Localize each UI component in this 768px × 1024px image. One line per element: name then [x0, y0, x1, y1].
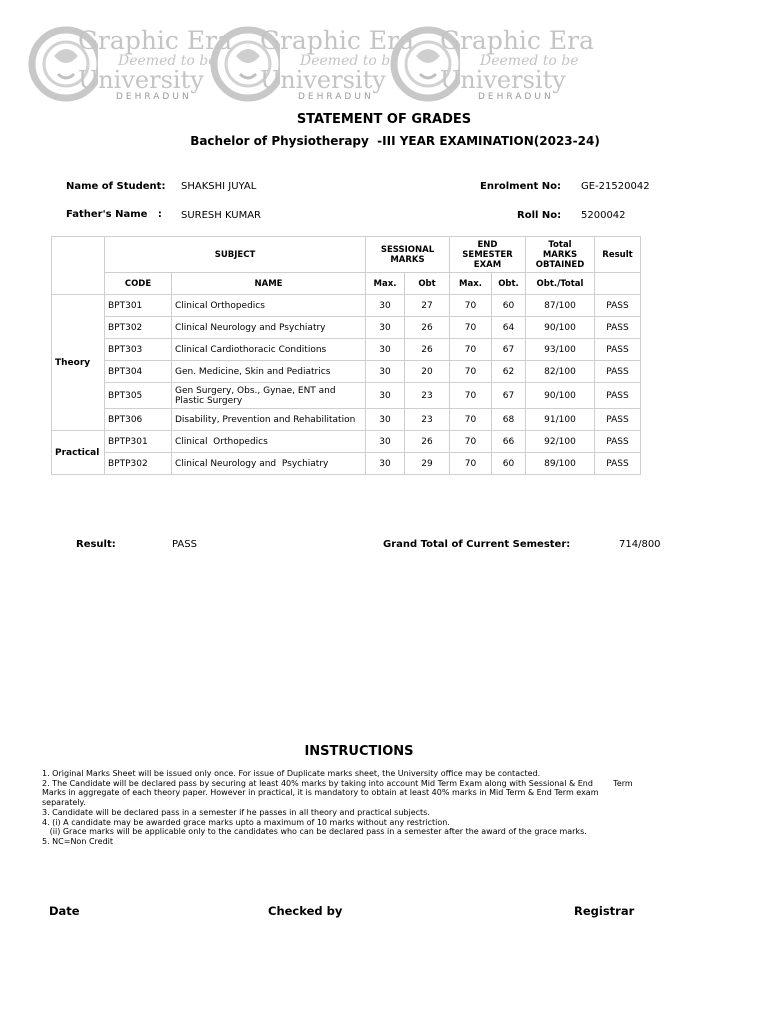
- cell-name: [172, 383, 366, 409]
- group-header-cell: [52, 237, 105, 295]
- table-subheader-row: [52, 273, 641, 295]
- group-practical: Practical: [52, 431, 105, 475]
- instructions-title: INSTRUCTIONS: [304, 744, 414, 759]
- cell-code: BPT303: [105, 339, 172, 361]
- cell-sessional-max: 30: [366, 409, 405, 431]
- cell-result: PASS: [595, 409, 641, 431]
- cell-sessional-obt: 26: [405, 339, 450, 361]
- logo-text-line3: University: [78, 66, 204, 94]
- roll-value: 5200042: [581, 210, 626, 221]
- cell-code: BPT306: [105, 409, 172, 431]
- cell-result: PASS: [595, 361, 641, 383]
- signature-checked-by: Checked by: [268, 904, 343, 918]
- instruction-line: 4. (i) A candidate may be awarded grace marks upto a maximum of 10 marks without any restriction.: [42, 817, 450, 827]
- instruction-line: 3. Candidate will be declared pass in a semester if he passes in all theory and practical subjects.: [42, 807, 430, 817]
- cell-sessional-max: 30: [366, 339, 405, 361]
- header-code: CODE: [105, 273, 172, 295]
- grand-total-label: Grand Total of Current Semester:: [383, 539, 571, 550]
- cell-code: BPT302: [105, 317, 172, 339]
- header-total: [526, 237, 595, 273]
- cell-end-obt: 60: [492, 453, 526, 475]
- cell-result: PASS: [595, 431, 641, 453]
- cell-total: 93/100: [526, 339, 595, 361]
- cell-end-max: 70: [450, 383, 492, 409]
- header-sessional-line2: MARKS: [390, 254, 425, 265]
- table-row: [52, 339, 641, 361]
- logo-text-line4: DEHRADUN: [298, 92, 374, 102]
- cell-sessional-obt: 27: [405, 295, 450, 317]
- table-row: [52, 361, 641, 383]
- result-value: PASS: [172, 539, 197, 550]
- cell-code: BPTP302: [105, 453, 172, 475]
- cell-sessional-obt: 20: [405, 361, 450, 383]
- cell-name-line2: Plastic Surgery: [175, 395, 243, 406]
- cell-result: PASS: [595, 295, 641, 317]
- cell-sessional-obt: 26: [405, 317, 450, 339]
- instruction-line: 5. NC=Non Credit: [42, 836, 113, 846]
- cell-total: 89/100: [526, 453, 595, 475]
- cell-sessional-max: 30: [366, 453, 405, 475]
- cell-end-max: 70: [450, 409, 492, 431]
- header-total-line3: OBTAINED: [535, 259, 585, 270]
- cell-total: 87/100: [526, 295, 595, 317]
- cell-sessional-obt: 26: [405, 431, 450, 453]
- header-sessional-line1: SESSIONAL: [380, 244, 435, 255]
- cell-sessional-obt: 23: [405, 409, 450, 431]
- table-row: [52, 409, 641, 431]
- roll-label: Roll No:: [517, 210, 562, 221]
- table-row: [52, 383, 641, 409]
- cell-end-max: 70: [450, 361, 492, 383]
- cell-sessional-obt: 29: [405, 453, 450, 475]
- logo-text-line1: Graphic Era: [78, 26, 232, 55]
- cell-sessional-max: 30: [366, 361, 405, 383]
- cell-end-obt: 66: [492, 431, 526, 453]
- header-obt-total: Obt./Total: [526, 273, 595, 295]
- enrolment-value: GE-21520042: [581, 181, 650, 192]
- instruction-line: (ii) Grace marks will be applicable only to the candidates who can be declared pass in a semester after the award of the grace marks.: [42, 827, 587, 837]
- header-empty: [595, 273, 641, 295]
- cell-result: PASS: [595, 453, 641, 475]
- logo-text-line3: University: [440, 66, 566, 94]
- logo-text-line2: Deemed to be: [480, 53, 579, 69]
- father-name-label: Father's Name :: [66, 209, 162, 220]
- header-total-line1: Total: [548, 239, 572, 250]
- grand-total-value: 714/800: [619, 539, 661, 550]
- instruction-line: Marks in aggregate of each theory paper. However in practical, it is mandatory to obtain at least 40% marks in Mid Term & End Term exam: [42, 788, 599, 798]
- father-name-value: SURESH KUMAR: [181, 210, 262, 221]
- student-name-label: Name of Student:: [66, 181, 166, 192]
- grades-table: [51, 236, 641, 475]
- cell-name: Gen. Medicine, Skin and Pediatrics: [172, 361, 366, 383]
- header-name: NAME: [172, 273, 366, 295]
- logo-text-line2: Deemed to be: [300, 53, 399, 69]
- cell-end-obt: 60: [492, 295, 526, 317]
- header-end-line1: END: [477, 239, 498, 250]
- cell-name: Clinical Neurology and Psychiatry: [172, 317, 366, 339]
- cell-total: 82/100: [526, 361, 595, 383]
- cell-sessional-max: 30: [366, 295, 405, 317]
- cell-end-obt: 64: [492, 317, 526, 339]
- result-label: Result:: [76, 539, 116, 550]
- cell-name: Clinical Orthopedics: [172, 295, 366, 317]
- logo-text-line1: Graphic Era: [440, 26, 594, 55]
- cell-name-line1: Gen Surgery, Obs., Gynae, ENT and: [175, 385, 336, 396]
- cell-total: 90/100: [526, 383, 595, 409]
- instruction-line: separately.: [42, 798, 86, 808]
- signature-date: Date: [49, 904, 80, 918]
- table-row: [52, 453, 641, 475]
- header-subject: SUBJECT: [105, 237, 366, 273]
- cell-sessional-max: 30: [366, 317, 405, 339]
- cell-end-obt: 67: [492, 339, 526, 361]
- cell-end-obt: 67: [492, 383, 526, 409]
- header-end-line2: SEMESTER: [462, 249, 513, 260]
- signature-registrar: Registrar: [574, 904, 635, 918]
- logo-text-line4: DEHRADUN: [116, 92, 192, 102]
- cell-name: Clinical Neurology and Psychiatry: [172, 453, 366, 475]
- watermark-logo-strip: [28, 22, 594, 106]
- cell-code: BPT301: [105, 295, 172, 317]
- cell-end-max: 70: [450, 295, 492, 317]
- logo-text-line3: University: [260, 66, 386, 94]
- cell-name: Clinical Orthopedics: [172, 431, 366, 453]
- header-end-line3: EXAM: [473, 259, 502, 270]
- cell-name: Clinical Cardiothoracic Conditions: [172, 339, 366, 361]
- cell-end-max: 70: [450, 431, 492, 453]
- header-end-obt: Obt.: [492, 273, 526, 295]
- logo-text-line2: Deemed to be: [118, 53, 217, 69]
- cell-result: PASS: [595, 383, 641, 409]
- document-subtitle: Bachelor of Physiotherapy -III YEAR EXAMINATION(2023-24): [190, 134, 600, 148]
- student-name-value: SHAKSHI JUYAL: [181, 181, 257, 192]
- cell-code: BPT304: [105, 361, 172, 383]
- cell-result: PASS: [595, 317, 641, 339]
- cell-sessional-max: 30: [366, 431, 405, 453]
- instruction-line: 1. Original Marks Sheet will be issued only once. For issue of Duplicate marks sheet, the University office may be contacted.: [42, 769, 541, 778]
- cell-result: PASS: [595, 339, 641, 361]
- enrolment-label: Enrolment No:: [480, 181, 562, 192]
- header-end-max: Max.: [450, 273, 492, 295]
- header-sessional-max: Max.: [366, 273, 405, 295]
- cell-code: BPT305: [105, 383, 172, 409]
- cell-sessional-obt: 23: [405, 383, 450, 409]
- group-theory: Theory: [52, 295, 105, 431]
- instructions-list: [42, 769, 742, 847]
- logo-text-line1: Graphic Era: [260, 26, 414, 55]
- header-result: Result: [595, 237, 641, 273]
- document-title: STATEMENT OF GRADES: [296, 112, 472, 127]
- university-logo: [210, 22, 414, 106]
- cell-end-obt: 62: [492, 361, 526, 383]
- table-header-row: [52, 237, 641, 273]
- header-end-semester: [450, 237, 526, 273]
- cell-code: BPTP301: [105, 431, 172, 453]
- instruction-line: 2. The Candidate will be declared pass by securing at least 40% marks by taking into account Mid Term Exam along with Sessional & End Term: [42, 778, 633, 788]
- cell-end-max: 70: [450, 339, 492, 361]
- university-logo: [390, 22, 594, 106]
- cell-total: 92/100: [526, 431, 595, 453]
- cell-total: 90/100: [526, 317, 595, 339]
- cell-end-max: 70: [450, 453, 492, 475]
- cell-total: 91/100: [526, 409, 595, 431]
- university-logo: [28, 22, 232, 106]
- header-total-line2: MARKS: [542, 249, 578, 260]
- logo-text-line4: DEHRADUN: [478, 92, 554, 102]
- cell-end-obt: 68: [492, 409, 526, 431]
- cell-end-max: 70: [450, 317, 492, 339]
- header-sessional: [366, 237, 450, 273]
- cell-sessional-max: 30: [366, 383, 405, 409]
- table-row: [52, 431, 641, 453]
- header-sessional-obt: Obt: [405, 273, 450, 295]
- table-row: [52, 317, 641, 339]
- cell-name: Disability, Prevention and Rehabilitation: [172, 409, 366, 431]
- table-row: [52, 295, 641, 317]
